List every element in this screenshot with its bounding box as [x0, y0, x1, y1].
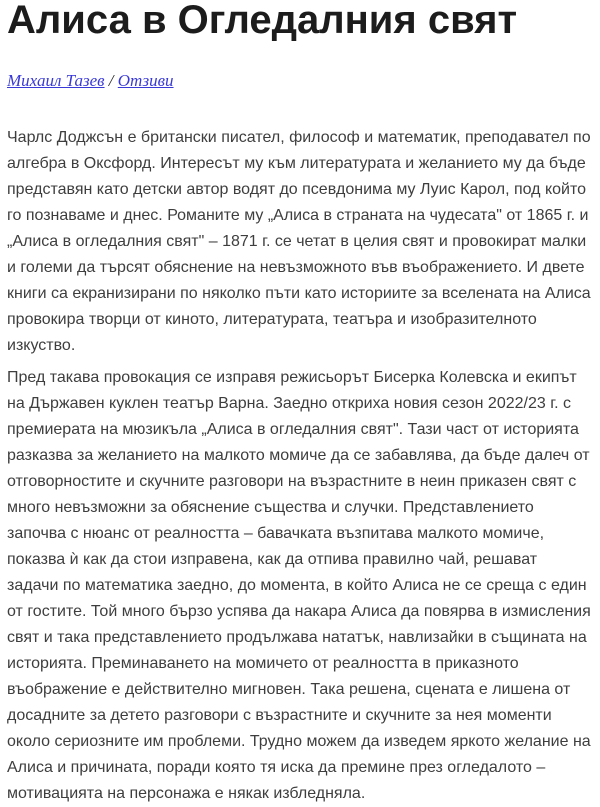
- category-link[interactable]: Отзиви: [117, 71, 174, 90]
- article-paragraph-1: Чарлс Доджсън е британски писател, философ и математик, преподавател по алгебра в Оксфорд. Интересът му към литературата и желанието му да бъде представян като детски автор водят до псевдонима му Луис Карол, под който го познаваме и днес. Романите му „Алиса в страната на чудесата" от 1865 г. и „Алиса в огледалния свят" – 1871 г. се четат в целия свят и провокират малки и големи да търсят обяснение на невъзможното във въображението. И двете книги са екранизирани по няколко пъти като историите за вселената на Алиса провокира творци от киното, литературата, театъра и изобразителното изкуство.: [7, 129, 591, 354]
- article-paragraph-2: Пред такава провокация се изправя режисьорът Бисерка Колевска и екипът на Държавен куклен театър Варна. Заедно откриха новия сезон 2022/23 г. с премиерата на мюзикъла „Алиса в огледалния свят". Тази част от историята разказва за желанието на малкото момиче да се забавлява, да бъде далеч от отговорностите и скучните разговори на възрастните в неин приказен свят с много невъзможни за обяснение същества и случки. Представлението започва с нюанс от реалността – бавачката възпитава малкото момиче, показва ѝ как да стои изправена, как да отпива правилно чай, решават задачи по математика заедно, до момента, в който Алиса не се среща с един от гостите. Той много бързо успява да накара Алиса да повярва в измисления свят и така представлението продължава нататък, навлизайки в същината на историята. Преминаването на момичето от реалността в приказното въображение е действително мигновен. Така решена, сцената е лишена от досадните за детето разговори с възрастните и скучните за нея моменти около сериозните им проблеми. Трудно можем да изведем яркото желание на Алиса и причината, поради която тя иска да премине през огледалото – мотивацията на персонажа е някак избледняла.: [7, 369, 591, 802]
- page-title: Алиса в Огледалния свят: [7, 0, 518, 42]
- article-body: [7, 125, 592, 807]
- byline-separator: /: [104, 71, 118, 90]
- author-link[interactable]: Михаил Тазев: [7, 71, 105, 90]
- byline: [7, 67, 592, 94]
